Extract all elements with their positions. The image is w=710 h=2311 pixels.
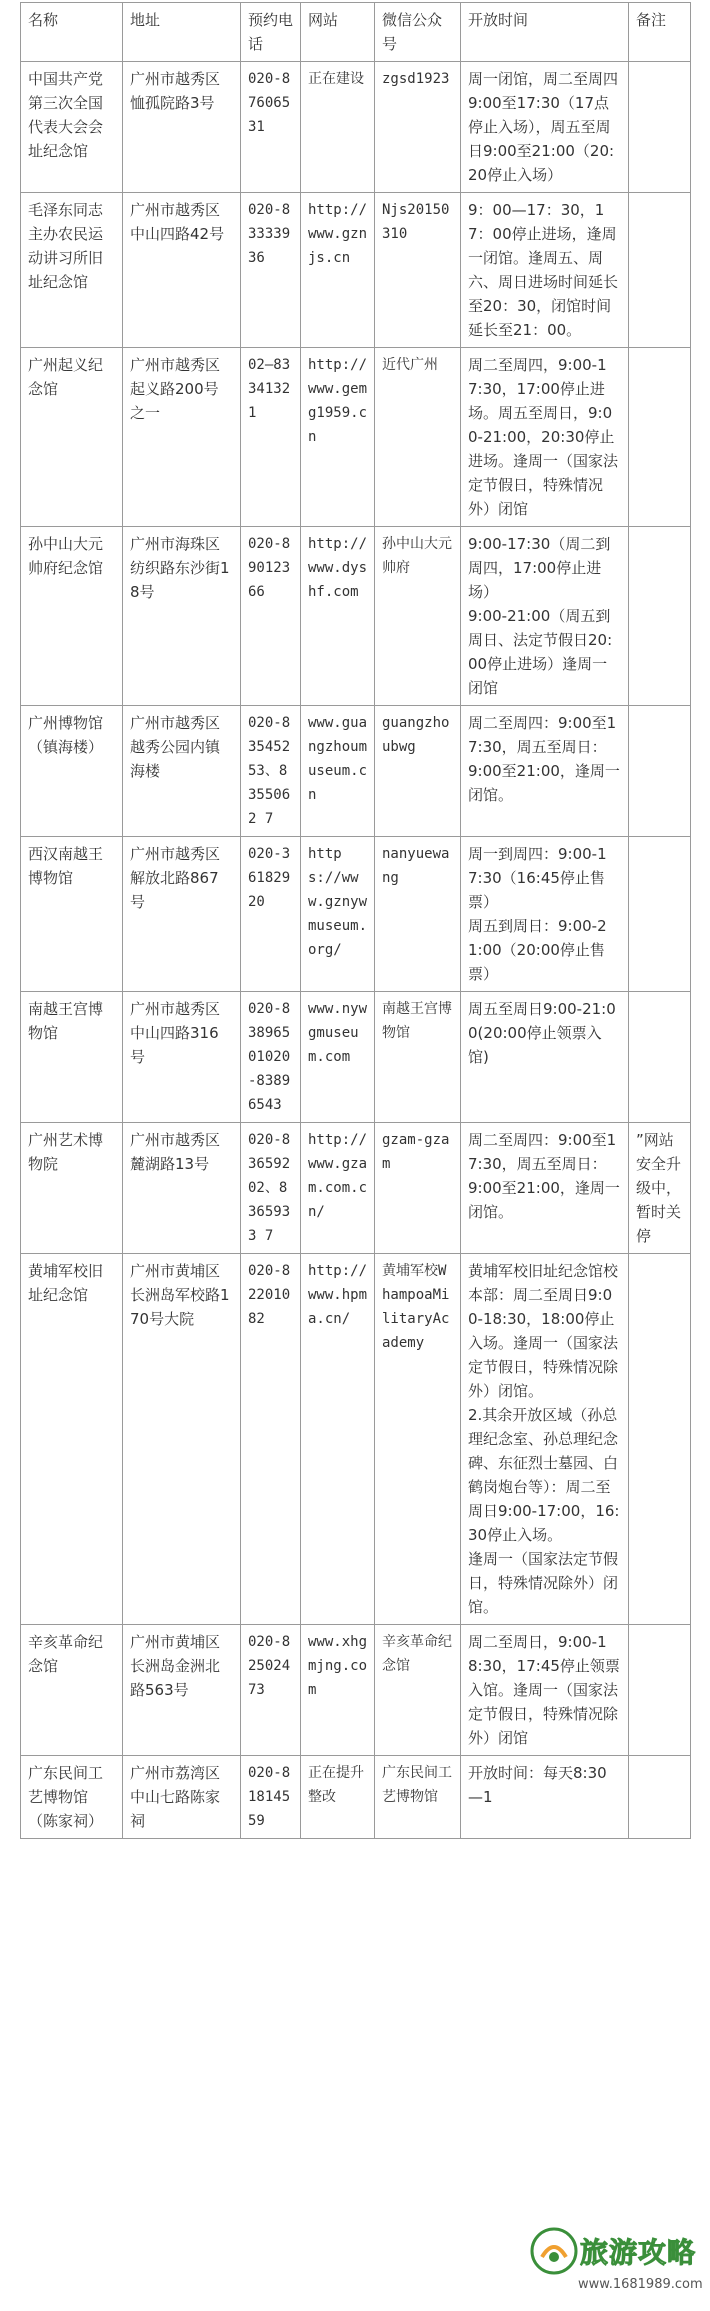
header-address: 地址 (123, 3, 241, 62)
cell-phone: 020-83659202、8365933 7 (241, 1123, 301, 1254)
cell-note (629, 527, 691, 706)
cell-phone: 020-82201082 (241, 1254, 301, 1625)
travel-logo-icon (530, 2227, 578, 2275)
header-website: 网站 (301, 3, 375, 62)
header-name: 名称 (21, 3, 123, 62)
cell-hours: 9：00—17：30，17：00停止进场，逢周一闭馆。逢周五、周六、周日进场时间延长至20：30，闭馆时间延长至21：00。 (461, 193, 629, 348)
watermark-url: www.1681989.com (578, 2277, 703, 2292)
cell-hours: 周一到周四：9:00-17:30（16:45停止售票） 周五到周日：9:00-21:00（20:00停止售票） (461, 837, 629, 992)
cell-note (629, 992, 691, 1123)
table-row (21, 348, 691, 527)
table-row (21, 527, 691, 706)
cell-note (629, 62, 691, 193)
cell-phone: 020-87606531 (241, 62, 301, 193)
table-row (21, 193, 691, 348)
cell-address: 广州市荔湾区中山七路陈家祠 (123, 1756, 241, 1839)
cell-address: 广州市越秀区恤孤院路3号 (123, 62, 241, 193)
cell-note: ”网站安全升级中，暂时关停 (629, 1123, 691, 1254)
header-note: 备注 (629, 3, 691, 62)
watermark (530, 2225, 705, 2305)
cell-name: 广州艺术博物院 (21, 1123, 123, 1254)
cell-name: 广州博物馆（镇海楼） (21, 706, 123, 837)
watermark-text: 旅游攻略 (580, 2236, 697, 2269)
cell-website: http://www.gzam.com.cn/ (301, 1123, 375, 1254)
table-row (21, 62, 691, 193)
table-row (21, 1254, 691, 1625)
cell-address: 广州市海珠区纺织路东沙街18号 (123, 527, 241, 706)
cell-website: 正在提升整改 (301, 1756, 375, 1839)
cell-address: 广州市越秀区麓湖路13号 (123, 1123, 241, 1254)
cell-note (629, 1756, 691, 1839)
cell-hours: 周二至周四：9:00至17:30，周五至周日：9:00至21:00，逢周一闭馆。 (461, 706, 629, 837)
cell-hours: 9:00-17:30（周二到周四，17:00停止进场） 9:00-21:00（周五到周日、法定节假日20:00停止进场）逢周一闭馆 (461, 527, 629, 706)
cell-phone: 020-83896501020-83896543 (241, 992, 301, 1123)
cell-name: 广州起义纪念馆 (21, 348, 123, 527)
cell-wechat: 孙中山大元帅府 (375, 527, 461, 706)
cell-website: 正在建设 (301, 62, 375, 193)
cell-wechat: guangzhoubwg (375, 706, 461, 837)
table-header-row (21, 3, 691, 62)
museum-table-container (20, 2, 690, 1839)
cell-wechat: nanyuewang (375, 837, 461, 992)
cell-name: 广东民间工艺博物馆（陈家祠） (21, 1756, 123, 1839)
header-hours: 开放时间 (461, 3, 629, 62)
cell-phone: 020-83333936 (241, 193, 301, 348)
cell-website: http://www.hpma.cn/ (301, 1254, 375, 1625)
cell-name: 辛亥革命纪念馆 (21, 1625, 123, 1756)
cell-note (629, 1625, 691, 1756)
table-row (21, 837, 691, 992)
cell-note (629, 1254, 691, 1625)
cell-phone: 020-81814559 (241, 1756, 301, 1839)
cell-website: http://www.gemg1959.cn (301, 348, 375, 527)
cell-name: 黄埔军校旧址纪念馆 (21, 1254, 123, 1625)
cell-wechat: 南越王宫博物馆 (375, 992, 461, 1123)
cell-hours: 周二至周日，9:00-18:30，17:45停止领票入馆。逢周一（国家法定节假日，特殊情况除外）闭馆 (461, 1625, 629, 1756)
cell-website: www.guangzhoumuseum.cn (301, 706, 375, 837)
cell-address: 广州市黄埔区长洲岛金洲北路563号 (123, 1625, 241, 1756)
cell-wechat: Njs20150310 (375, 193, 461, 348)
cell-name: 南越王宫博物馆 (21, 992, 123, 1123)
cell-wechat: 黄埔军校WhampoaMilitaryAcademy (375, 1254, 461, 1625)
cell-hours: 周五至周日9:00-21:00(20:00停止领票入馆) (461, 992, 629, 1123)
cell-phone: 02—83341321 (241, 348, 301, 527)
cell-note (629, 348, 691, 527)
cell-name: 毛泽东同志主办农民运动讲习所旧址纪念馆 (21, 193, 123, 348)
cell-name: 中国共产党第三次全国代表大会会址纪念馆 (21, 62, 123, 193)
cell-wechat: gzam-gzam (375, 1123, 461, 1254)
cell-name: 西汉南越王博物馆 (21, 837, 123, 992)
table-row (21, 1123, 691, 1254)
cell-hours: 周二至周四：9:00至17:30，周五至周日：9:00至21:00，逢周一闭馆。 (461, 1123, 629, 1254)
cell-note (629, 706, 691, 837)
table-row (21, 992, 691, 1123)
cell-wechat: 近代广州 (375, 348, 461, 527)
cell-address: 广州市越秀区越秀公园内镇海楼 (123, 706, 241, 837)
cell-wechat: 广东民间工艺博物馆 (375, 1756, 461, 1839)
cell-phone: 020-36182920 (241, 837, 301, 992)
cell-address: 广州市越秀区起义路200号之一 (123, 348, 241, 527)
cell-website: www.nywgmuseum.com (301, 992, 375, 1123)
cell-name: 孙中山大元帅府纪念馆 (21, 527, 123, 706)
cell-website: www.xhgmjng.com (301, 1625, 375, 1756)
cell-wechat: zgsd1923 (375, 62, 461, 193)
header-wechat: 微信公众号 (375, 3, 461, 62)
cell-website: https://www.gznywmuseum.org/ (301, 837, 375, 992)
cell-hours: 周一闭馆，周二至周四9:00至17:30（17点停止入场），周五至周日9:00至21:00（20:20停止入场） (461, 62, 629, 193)
cell-website: http://www.gznjs.cn (301, 193, 375, 348)
table-row (21, 1756, 691, 1839)
cell-note (629, 193, 691, 348)
table-row (21, 1625, 691, 1756)
cell-address: 广州市越秀区中山四路316号 (123, 992, 241, 1123)
header-phone: 预约电话 (241, 3, 301, 62)
cell-wechat: 辛亥革命纪念馆 (375, 1625, 461, 1756)
cell-phone: 020-82502473 (241, 1625, 301, 1756)
cell-website: http://www.dyshf.com (301, 527, 375, 706)
museum-table (20, 2, 691, 1839)
cell-phone: 020-89012366 (241, 527, 301, 706)
cell-hours: 开放时间：每天8:30—1 (461, 1756, 629, 1839)
cell-hours: 黄埔军校旧址纪念馆校本部：周二至周日9:00-18:30，18:00停止入场。逢周一（国家法定节假日，特殊情况除外）闭馆。 2.其余开放区域（孙总理纪念室、孙总理纪念碑、东征烈士墓园、白鹤岗炮台等）：周二至周日9:00-17:00，16:30停止入场。 逢周一（国家法定节假日，特殊情况除外）闭馆。 (461, 1254, 629, 1625)
table-row (21, 706, 691, 837)
cell-hours: 周二至周四，9:00-17:30，17:00停止进场。周五至周日，9:00-21:00，20:30停止进场。逢周一（国家法定节假日，特殊情况外）闭馆 (461, 348, 629, 527)
cell-address: 广州市越秀区解放北路867号 (123, 837, 241, 992)
cell-address: 广州市黄埔区长洲岛军校路170号大院 (123, 1254, 241, 1625)
cell-phone: 020-83545253、8355062 7 (241, 706, 301, 837)
cell-address: 广州市越秀区中山四路42号 (123, 193, 241, 348)
cell-note (629, 837, 691, 992)
